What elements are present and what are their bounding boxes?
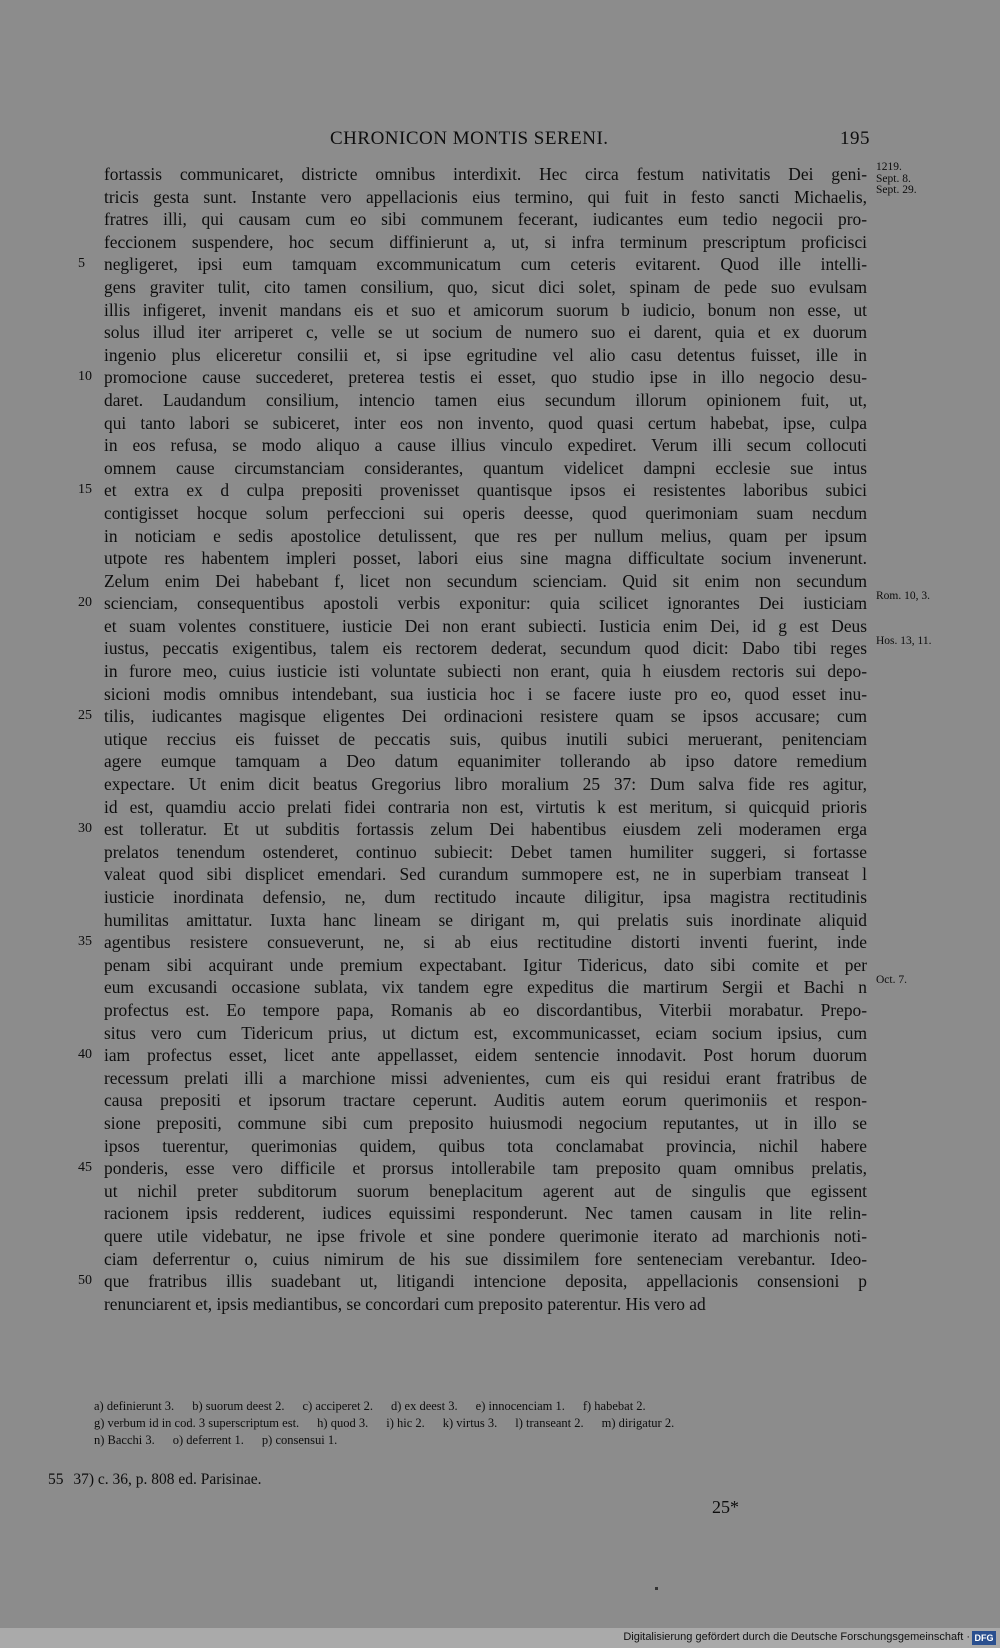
text-line [104, 412, 867, 435]
line-text: feccionem suspendere, hoc secum diffinierunt a, ut, si infra terminum prescriptum proficisci [104, 231, 867, 252]
text-line [104, 954, 867, 977]
footnote: o) deferrent 1. [172, 1433, 244, 1447]
line-text: ciam deferrentur o, cuius nimirum de his sue dissimilem fore senteneciam verebantur. Ideo- [104, 1248, 867, 1269]
text-line [104, 183, 917, 209]
text-line [104, 1135, 867, 1158]
line-text: humilitas amittatur. Iuxta hanc lineam se dirigant m, qui prelatis suis inordinate aliquid [104, 909, 867, 930]
line-text: causa prepositi et ipsorum tractare ceperunt. Auditis autem eorum querimoniis et respon- [104, 1090, 867, 1111]
line-text: iam profectus esset, licet ante appellasset, eidem sentencie innodavit. Post horum duorum [104, 1045, 867, 1066]
text-line [104, 321, 867, 344]
text-line [104, 1225, 867, 1248]
text-line [104, 999, 867, 1022]
text-line [104, 1089, 867, 1112]
text-line [104, 1112, 867, 1135]
line-text: valeat quod sibi displicet emendari. Sed curandum summopere est, ne in superbiam transeat l [104, 864, 867, 885]
text-line [104, 1067, 867, 1090]
line-text: que fratribus illis suadebant ut, litigandi intencione deposita, appellacionis consensioni p [104, 1271, 867, 1292]
margin-note: 1219. Sept. 8. [876, 161, 911, 185]
line-number: 45 [78, 1160, 92, 1176]
text-line [104, 841, 867, 864]
line-text: omnem cause circumstanciam considerantes, quantum videlicet dampni ecclesie sue intus [104, 457, 867, 478]
text-line [104, 683, 867, 706]
text-line [104, 208, 867, 231]
footnote: f) habebat 2. [582, 1399, 646, 1413]
line-text: est tolleratur. Et ut subditis fortassis zelum Dei habentibus eiusdem zeli moderamen erga [104, 819, 867, 840]
main-text [78, 161, 932, 1315]
footnote: e) innocenciam 1. [475, 1399, 565, 1413]
line-number: 25 [78, 708, 92, 724]
line-text: sione prepositi, commune sibi cum preposito huiusmodi negocium reputantes, ut in illo se [104, 1112, 867, 1133]
line-text: penam sibi acquirant unde premium expectabant. Igitur Tidericus, dato sibi comite et per [104, 954, 867, 975]
page-number: 195 [840, 128, 870, 149]
text-line [78, 253, 867, 276]
reference-line-number: 55 [48, 1471, 64, 1488]
text-line [104, 1202, 867, 1225]
text-line [104, 1180, 867, 1203]
footnote-row [94, 1432, 874, 1449]
line-text: renunciarent et, ipsis mediantibus, se concordari cum preposito paterentur. His vero ad [104, 1293, 706, 1314]
text-line [104, 660, 867, 683]
footnote: k) virtus 3. [442, 1416, 498, 1430]
line-number: 50 [78, 1273, 92, 1289]
footnote: m) dirigatur 2. [601, 1416, 675, 1430]
line-text: et extra ex d culpa prepositi provenisset quantisque ipsos ei resistentes laboribus subici [104, 480, 867, 501]
footnote: a) definierunt 3. [94, 1399, 175, 1413]
line-text: iusticie inordinata defensio, ne, dum rectitudo incaute diligitur, ipsa magistra rectitudinis [104, 887, 867, 907]
line-number: 20 [78, 595, 92, 611]
line-text: sicioni modis omnibus intendebant, sua iusticia hoc i se facere iuste pro eo, quod esset inu- [104, 683, 867, 704]
text-line [104, 547, 867, 570]
line-text: Zelum enim Dei habebant f, licet non secundum scienciam. Quid sit enim non secundum [104, 570, 867, 591]
text-line [104, 434, 867, 457]
line-number: 40 [78, 1047, 92, 1063]
signature-mark: 25* [712, 1497, 739, 1517]
line-number: 35 [78, 934, 92, 950]
text-line [78, 1270, 867, 1293]
footnote: p) consensui 1. [261, 1433, 338, 1447]
footnote: c) acciperet 2. [302, 1399, 373, 1413]
footnote-row [94, 1398, 874, 1415]
line-text: prelatos tenendum ostenderet, continuo subiecit: Debet tamen humiliter suggeri, si fortasse [104, 841, 867, 862]
line-text: agere eumque tamquam a Deo datum equanimiter tollerando ab ipso datore remedium [104, 751, 867, 772]
line-text: in furore meo, cuius iusticie isti voluntate subiecti non erant, quia h eiusdem rectoris sui depo- [104, 661, 867, 682]
line-text: scienciam, consequentibus apostoli verbis exponitur: quia scilicet ignorantes Dei iusticiam [104, 593, 867, 614]
line-text: quere utile videbatur, ne ipse frivole et sine pondere querimonie iterato ad marchionis noti- [104, 1225, 867, 1246]
text-line [104, 276, 867, 299]
running-title: CHRONICON MONTIS SERENI. [330, 128, 609, 149]
line-text: et suam volentes constituere, iusticie Dei non erant subiecti. Iusticia enim Dei, id g est Deus [104, 615, 867, 636]
line-text: gens graviter tulit, cito tamen consilium, quo, sicut dici solet, spinam de pede suo evulsam [104, 276, 867, 297]
footnote: i) hic 2. [386, 1416, 425, 1430]
text-line [104, 863, 867, 886]
line-text: profectus est. Eo tempore papa, Romanis ab eo discordantibus, Viterbii morabatur. Prepo- [104, 999, 867, 1020]
text-line [104, 728, 867, 751]
line-text: in eos refusa, se modo aliquo a cause illius vinculo expediret. Verum illi secum collocuti [104, 435, 867, 456]
line-text: id est, quamdiu accio prelati fidei contraria non est, virtutis k est meritum, si quicquid prioris [104, 796, 867, 817]
line-text: utpote res habentem impleri posset, labori eius sine magna difficultate socium invenerunt. [104, 548, 867, 569]
line-text: daret. Laudandum consilium, intencio tamen eius secundum illorum opinionem fuit, ut, [104, 389, 867, 410]
text-line [78, 705, 867, 728]
margin-note: Rom. 10, 3. [876, 590, 930, 603]
line-text: ipsos tuerentur, querimonias quidem, quibus tota conclamabat provincia, nichil habere [104, 1135, 867, 1156]
footnote-row [94, 1415, 874, 1432]
text-line [104, 909, 867, 932]
line-text: situs vero cum Tidericum prius, ut dictum est, excommunicasset, eciam socium ipsius, cum [104, 1022, 867, 1043]
text-line [104, 502, 867, 525]
text-line [104, 1248, 867, 1271]
text-line [104, 886, 867, 909]
dfg-logo[interactable]: DFG [972, 1631, 996, 1645]
line-number: 5 [78, 256, 85, 272]
text-line [104, 344, 867, 367]
text-line [78, 818, 867, 841]
text-line [78, 1157, 867, 1180]
text-line [104, 457, 867, 480]
line-text: illis infigeret, invenit mandans eis et suo et amicorum suorum b iudicio, bonum non esse, ut [104, 299, 867, 320]
line-number: 30 [78, 821, 92, 837]
text-line [104, 615, 867, 638]
text-line [104, 299, 867, 322]
text-line [104, 1293, 867, 1316]
line-number: 15 [78, 482, 92, 498]
margin-note: Sept. 29. [876, 183, 917, 196]
margin-note: Hos. 13, 11. [876, 635, 932, 648]
footnote: h) quod 3. [317, 1416, 369, 1430]
footer-bar [0, 1628, 1000, 1648]
text-line [104, 231, 867, 254]
line-text: ponderis, esse vero difficile et prorsus intollerabile tam preposito quam omnibus prelatis, [104, 1158, 867, 1179]
reference-note [48, 1471, 262, 1489]
line-text: tricis gesta sunt. Instante vero appellacionis eius termino, qui fuit in festo sancti Michaelis, [104, 186, 867, 207]
text-line [104, 525, 867, 548]
line-text: fortassis communicaret, districte omnibus interdixit. Hec circa festum nativitatis Dei geni- [104, 164, 867, 184]
line-text: negligeret, ipsi eum tamquam excommunicatum cum ceteris evitarent. Quod ille intelli- [104, 254, 867, 275]
line-text: in noticiam e sedis apostolice detulissent, que res per nullum melius, quam per ipsum [104, 525, 867, 546]
text-line [104, 796, 867, 819]
footnote: d) ex deest 3. [390, 1399, 458, 1413]
line-number: 10 [78, 369, 92, 385]
text-line [104, 161, 911, 186]
line-text: qui tanto labori se subiceret, inter eos non invento, quod quasi certum habebat, ipse, culpa [104, 412, 867, 433]
line-text: fratres illi, qui causam cum eo sibi communem fecerant, iudicantes eum tedio negocii pro- [104, 209, 867, 230]
line-text: ingenio plus eliceretur consilii et, si ipse egritudine vel alio casu detentus fuisset, ille in [104, 344, 867, 365]
text-line [78, 366, 867, 389]
line-text: agentibus resistere consueverunt, ne, si ab eius rectitudine distorti inventi fuerint, inde [104, 932, 867, 953]
line-text: utique reccius eis fuisset de peccatis suis, quibus inutili subici meruerant, penitenciam [104, 728, 867, 749]
line-text: tilis, iudicantes magisque eligentes Dei ordinacioni resistere quam se ipsos accusare; cum [104, 706, 867, 727]
line-text: contigisset hocque solum perfeccioni sui operis deesse, quod querimoniam suam necdum [104, 502, 867, 523]
line-text: expectare. Ut enim dicit beatus Gregorius libro moralium 25 37: Dum salva fide res agitur, [104, 774, 867, 795]
line-text: eum excusandi occasione sublata, vix tandem egre expeditus die martirum Sergii et Bachi n [104, 977, 867, 998]
scan-speck [655, 1587, 658, 1590]
critical-apparatus [94, 1398, 874, 1449]
text-line [104, 750, 867, 773]
line-text: promocione cause succederet, preterea testis ei esset, quo studio ipse in illo negocio desu- [104, 367, 867, 388]
line-text: recessum prelati illi a marchione missi advenientes, cum eis qui residui erant fratribus de [104, 1067, 867, 1088]
text-line [78, 931, 867, 954]
line-text: ut nichil preter subditorum suorum beneplacitum agerent aut de singulis que egissent [104, 1180, 867, 1201]
footnote: l) transeant 2. [515, 1416, 584, 1430]
text-line [104, 389, 867, 412]
footnote: n) Bacchi 3. [94, 1433, 155, 1447]
text-line [78, 479, 867, 502]
margin-note: Oct. 7. [876, 974, 907, 987]
text-line [104, 974, 907, 999]
reference-text: 37) c. 36, p. 808 ed. Parisinae. [73, 1471, 262, 1488]
text-line [104, 773, 867, 796]
footnote: g) verbum id in cod. 3 superscriptum est. [94, 1416, 300, 1430]
funding-notice: Digitalisierung gefördert durch die Deutsche Forschungsgemeinschaft · [623, 1631, 970, 1643]
line-text: racionem ipsis redderent, iudices equissimi responderunt. Nec tamen causam in lite relin- [104, 1203, 867, 1224]
footnote: b) suorum deest 2. [192, 1399, 285, 1413]
text-line [104, 570, 867, 593]
text-line [104, 1022, 867, 1045]
text-line [78, 590, 930, 615]
text-line [78, 1044, 867, 1067]
text-line [104, 635, 932, 660]
line-text: solus illud iter arriperet c, velle se ut socium de numero suo ei darent, quia et ex duorum [104, 322, 867, 343]
line-text: iustus, peccatis exigentibus, talem eis rectorem dederat, secundum quod dicit: Dabo tibi reges [104, 638, 867, 659]
